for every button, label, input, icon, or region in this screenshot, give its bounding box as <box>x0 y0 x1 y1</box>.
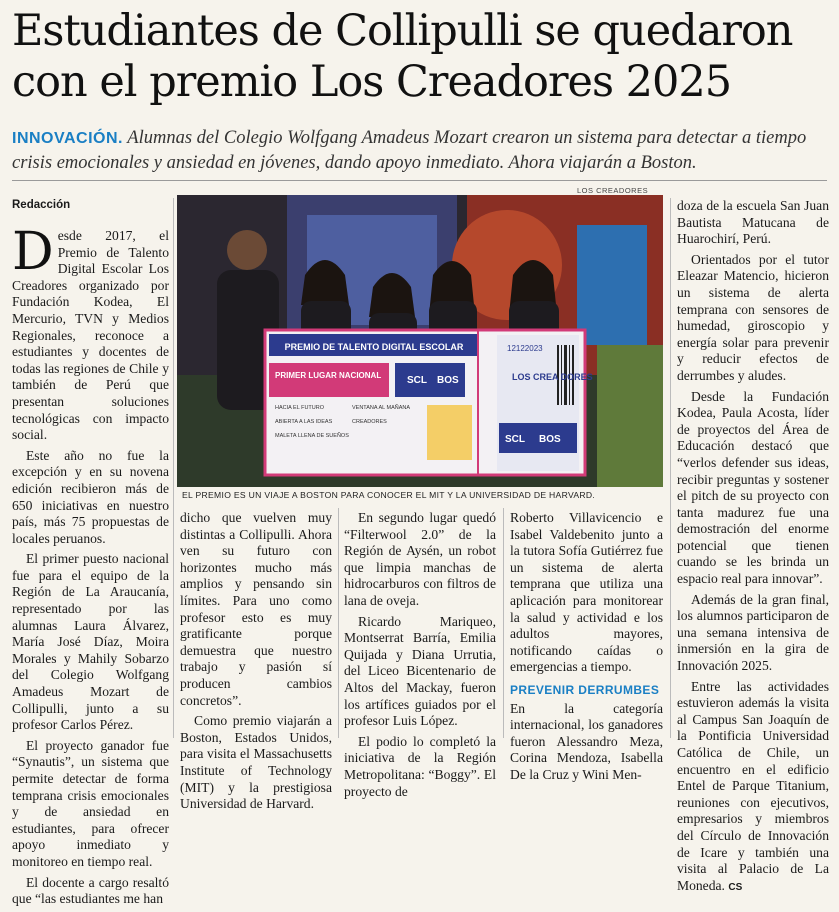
lede-text: Alumnas del Colegio Wolfgang Amadeus Mozart crearon un sistema para detectar a tiempo crisis emocionales y ansiedad en jóvenes, dando apoyo inmediato. Ahora viajarán a Boston. <box>12 128 807 173</box>
photo-caption: EL PREMIO ES UN VIAJE A BOSTON PARA CONOCER EL MIT Y LA UNIVERSIDAD DE HARVARD. <box>182 490 596 500</box>
column-divider <box>670 198 671 738</box>
paragraph <box>677 679 829 897</box>
paragraph: doza de la escuela San Juan Bautista Matucana de Huarochirí, Perú. <box>677 198 829 247</box>
banner-brand: LOS CREA DORES <box>512 372 593 382</box>
banner-to: BOS <box>437 375 459 386</box>
banner-field: VENTANA AL MAÑANA <box>352 405 411 411</box>
paragraph: El proyecto ganador fue “Synautis”, un sistema que permite detectar de forma temprana crisis emocionales y de ansiedad en estudiantes, para ofrecer apoyo inmediato y monitoreo en tiempo real. <box>12 737 169 869</box>
lede-kicker: INNOVACIÓN. <box>12 130 123 147</box>
byline: Redacción <box>12 199 71 211</box>
column-divider <box>173 198 174 738</box>
paragraph <box>12 222 169 444</box>
subheading: PREVENIR DERRUMBES <box>510 682 660 697</box>
banner-title: PREMIO DE TALENTO DIGITAL ESCOLAR <box>284 342 464 352</box>
column-divider <box>338 508 339 738</box>
paragraph-text: Entre las actividades estuvieron además la visita al Campus San Joaquín de la Pontificia Universidad Católica de Chile, un encuentro en el edificio Entel de Parque Titanium, reuniones con ejecutivos, empresarios y miembros del Círculo de Innovación de Icare y también una visita al Palacio de La Moneda. <box>677 678 829 893</box>
news-photo <box>177 195 663 487</box>
paragraph: Roberto Villavicencio e Isabel Valdebenito junto a la tutora Sofía Gutiérrez fue un sistema de alerta temprana que utiliza una aplicación para monitorear la salud y actividad e los adultos mayores, notificando caídas o emergencias a tiempo. <box>510 510 663 675</box>
banner-place: PRIMER LUGAR NACIONAL <box>275 371 382 380</box>
photo-illustration <box>177 195 663 487</box>
column-2 <box>180 510 332 817</box>
paragraph: El primer puesto nacional fue para el equipo de la Región de La Araucanía, representado por las alumnas Laura Álvarez, María José Díaz, Moira Morales y Mahily Sobarzo del Colegio Wolfgang Amadeus Mozart de Collipulli, junto a su profesor Carlos Pérez. <box>12 551 169 733</box>
photo-credit: LOS CREADORES <box>577 186 649 195</box>
paragraph: El docente a cargo resaltó que “las estudiantes me han <box>12 874 169 907</box>
banner-field: HACIA EL FUTURO <box>275 405 324 411</box>
divider-rule <box>12 180 827 181</box>
paragraph: Además de la gran final, los alumnos participaron de una semana intensiva de inmersión en la gira de Innovación 2025. <box>677 591 829 674</box>
banner-field: CREADORES <box>352 419 387 425</box>
column-5 <box>677 198 829 900</box>
banner-from-stub: SCL <box>505 434 525 445</box>
column-1 <box>12 222 169 912</box>
paragraph: Como premio viajarán a Boston, Estados Unidos, para visita el Massachusetts Institute of Technology (MIT) y la prestigiosa Universidad de Harvard. <box>180 713 332 812</box>
paragraph: Ricardo Mariqueo, Montserrat Barría, Emilia Quijada y Diana Urrutia, del Liceo Bicentenario de Altos del Mackay, fueron los artífices guiados por el profesor Luis López. <box>344 613 496 729</box>
paragraph: En segundo lugar quedó “Filterwool 2.0” de la Región de Aysén, un robot que limpia manchas de hidrocarburos con filtros de lana de oveja. <box>344 510 496 608</box>
column-divider <box>503 508 504 738</box>
paragraph-text: esde 2017, el Premio de Talento Digital Escolar Los Creadores organizado por Fundación Kodea, El Mercurio, TVN y Medios Regionales, reconoce a estudiantes y docentes de todas las regiones de Chile y también de Perú que presentan soluciones tecnológicas con impacto social. <box>12 228 169 443</box>
paragraph: Desde la Fundación Kodea, Paula Acosta, líder de proyectos del Área de Educación destacó que “verlos defender sus ideas, recibir preguntas y sostener el pitch de su proyecto con tanta madurez fue una demostración del enorme potencial que tienen cuando se les brinda un espacio real para innovar”. <box>677 388 829 587</box>
headline: Estudiantes de Collipulli se quedaron con el premio Los Creadores 2025 <box>12 6 793 107</box>
paragraph: Orientados por el tutor Eleazar Matencio, hicieron un sistema de alerta temprana con sensores de humedad, giroscopio y energía solar para prevenir y reducir efectos de derrumbes y aludes. <box>677 251 829 383</box>
paragraph: Este año no fue la excepción y en su novena edición recibieron más de 650 iniciativas en nuestro país, más 75 propuestas de locales peruanos. <box>12 447 169 546</box>
end-mark: CS <box>728 881 743 893</box>
column-4 <box>510 510 663 788</box>
banner-field: ABIERTA A LAS IDEAS <box>275 419 333 425</box>
drop-cap: D <box>12 222 54 282</box>
paragraph: En la categoría internacional, los ganadores fueron Alessandro Meza, Corina Mendoza, Isabella De la Cruz y Wini Men- <box>510 700 663 782</box>
banner-to-stub: BOS <box>539 434 561 445</box>
banner-from: SCL <box>407 375 427 386</box>
paragraph: El podio lo completó la iniciativa de la Región Metropolitana: “Boggy”. El proyecto de <box>344 733 496 799</box>
column-3 <box>344 510 496 804</box>
lede <box>12 126 832 175</box>
paragraph: dicho que vuelven muy distintas a Collipulli. Ahora ven su futuro con horizontes mucho más amplios y pensando sin límites. Para uno como profesor esto es muy gratificante porque demuestra que nuestro trabajo y pasión sí producen cambios concretos”. <box>180 510 332 708</box>
banner-field: MALETA LLENA DE SUEÑOS <box>275 433 349 439</box>
banner-code: 12122023 <box>507 344 543 353</box>
